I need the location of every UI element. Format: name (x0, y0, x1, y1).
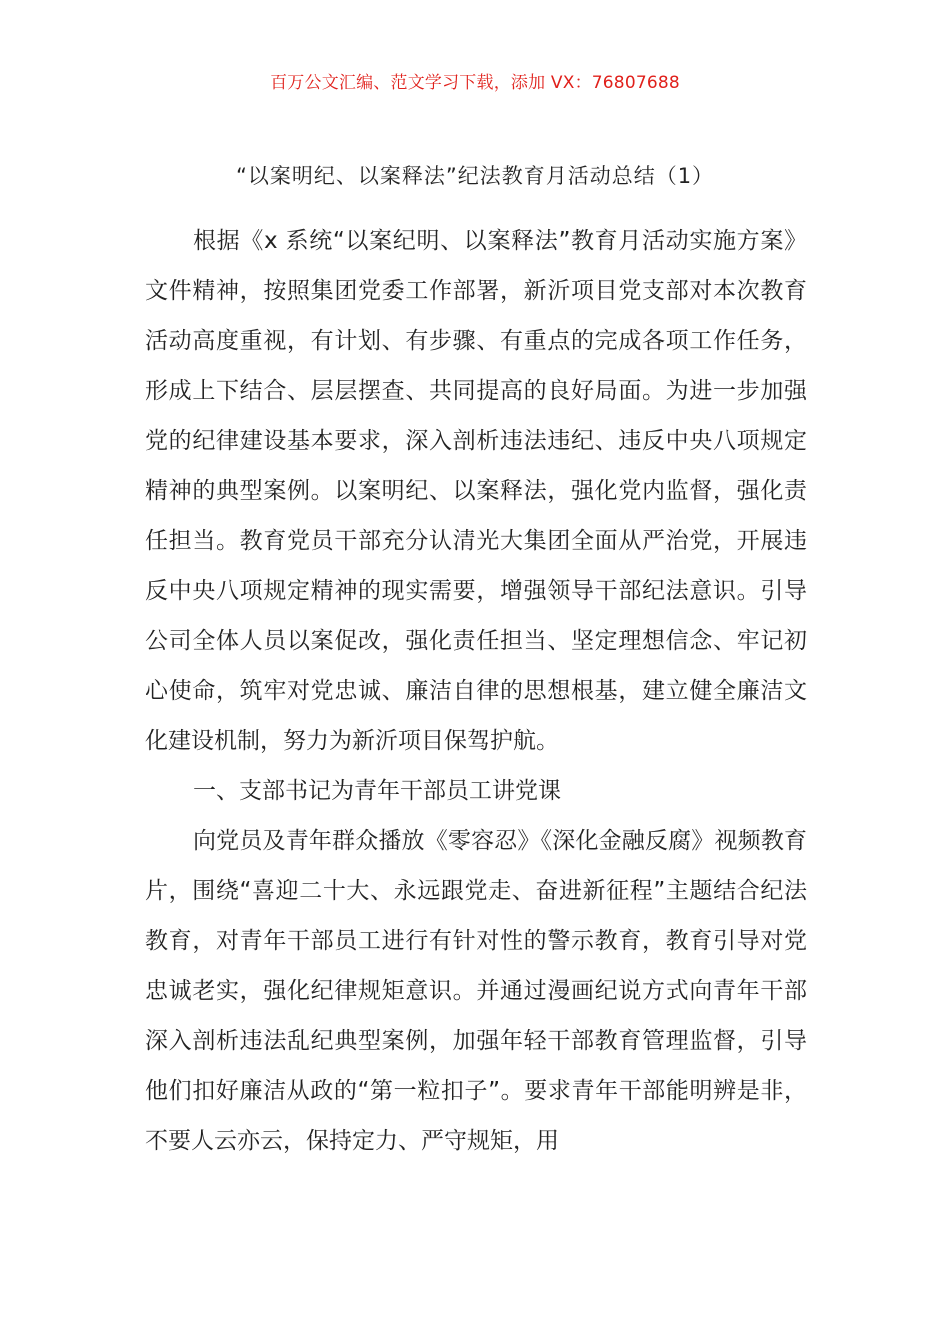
document-title: “以案明纪、以案释法”纪法教育月活动总结（1） (235, 164, 715, 188)
document-body (145, 216, 807, 1166)
download-banner: 百万公文汇编、范文学习下载，添加 VX：76807688 (270, 73, 680, 93)
paragraph-intro: 根据《x 系统“以案纪明、以案释法”教育月活动实施方案》文件精神，按照集团党委工作部署，新沂项目党支部对本次教育活动高度重视，有计划、有步骤、有重点的完成各项工作任务，形成上下结合、层层摆查、共同提高的良好局面。为进一步加强党的纪律建设基本要求，深入剖析违法违纪、违反中央八项规定精神的典型案例。以案明纪、以案释法，强化党内监督，强化责任担当。教育党员干部充分认清光大集团全面从严治党，开展违反中央八项规定精神的现实需要，增强领导干部纪法意识。引导公司全体人员以案促改，强化责任担当、坚定理想信念、牢记初心使命，筑牢对党忠诚、廉洁自律的思想根基，建立健全廉洁文化建设机制，努力为新沂项目保驾护航。 (145, 228, 807, 754)
paragraph-section-1: 向党员及青年群众播放《零容忍》《深化金融反腐》视频教育片，围绕“喜迎二十大、永远跟党走、奋进新征程”主题结合纪法教育，对青年干部员工进行有针对性的警示教育，教育引导对党忠诚老实，强化纪律规矩意识。并通过漫画纪说方式向青年干部深入剖析违法乱纪典型案例，加强年轻干部教育管理监督，引导他们扣好廉洁从政的“第一粒扣子”。要求青年干部能明辨是非，不要人云亦云，保持定力、严守规矩，用 (145, 828, 807, 1154)
section-heading-1: 一、支部书记为青年干部员工讲党课 (193, 778, 561, 804)
